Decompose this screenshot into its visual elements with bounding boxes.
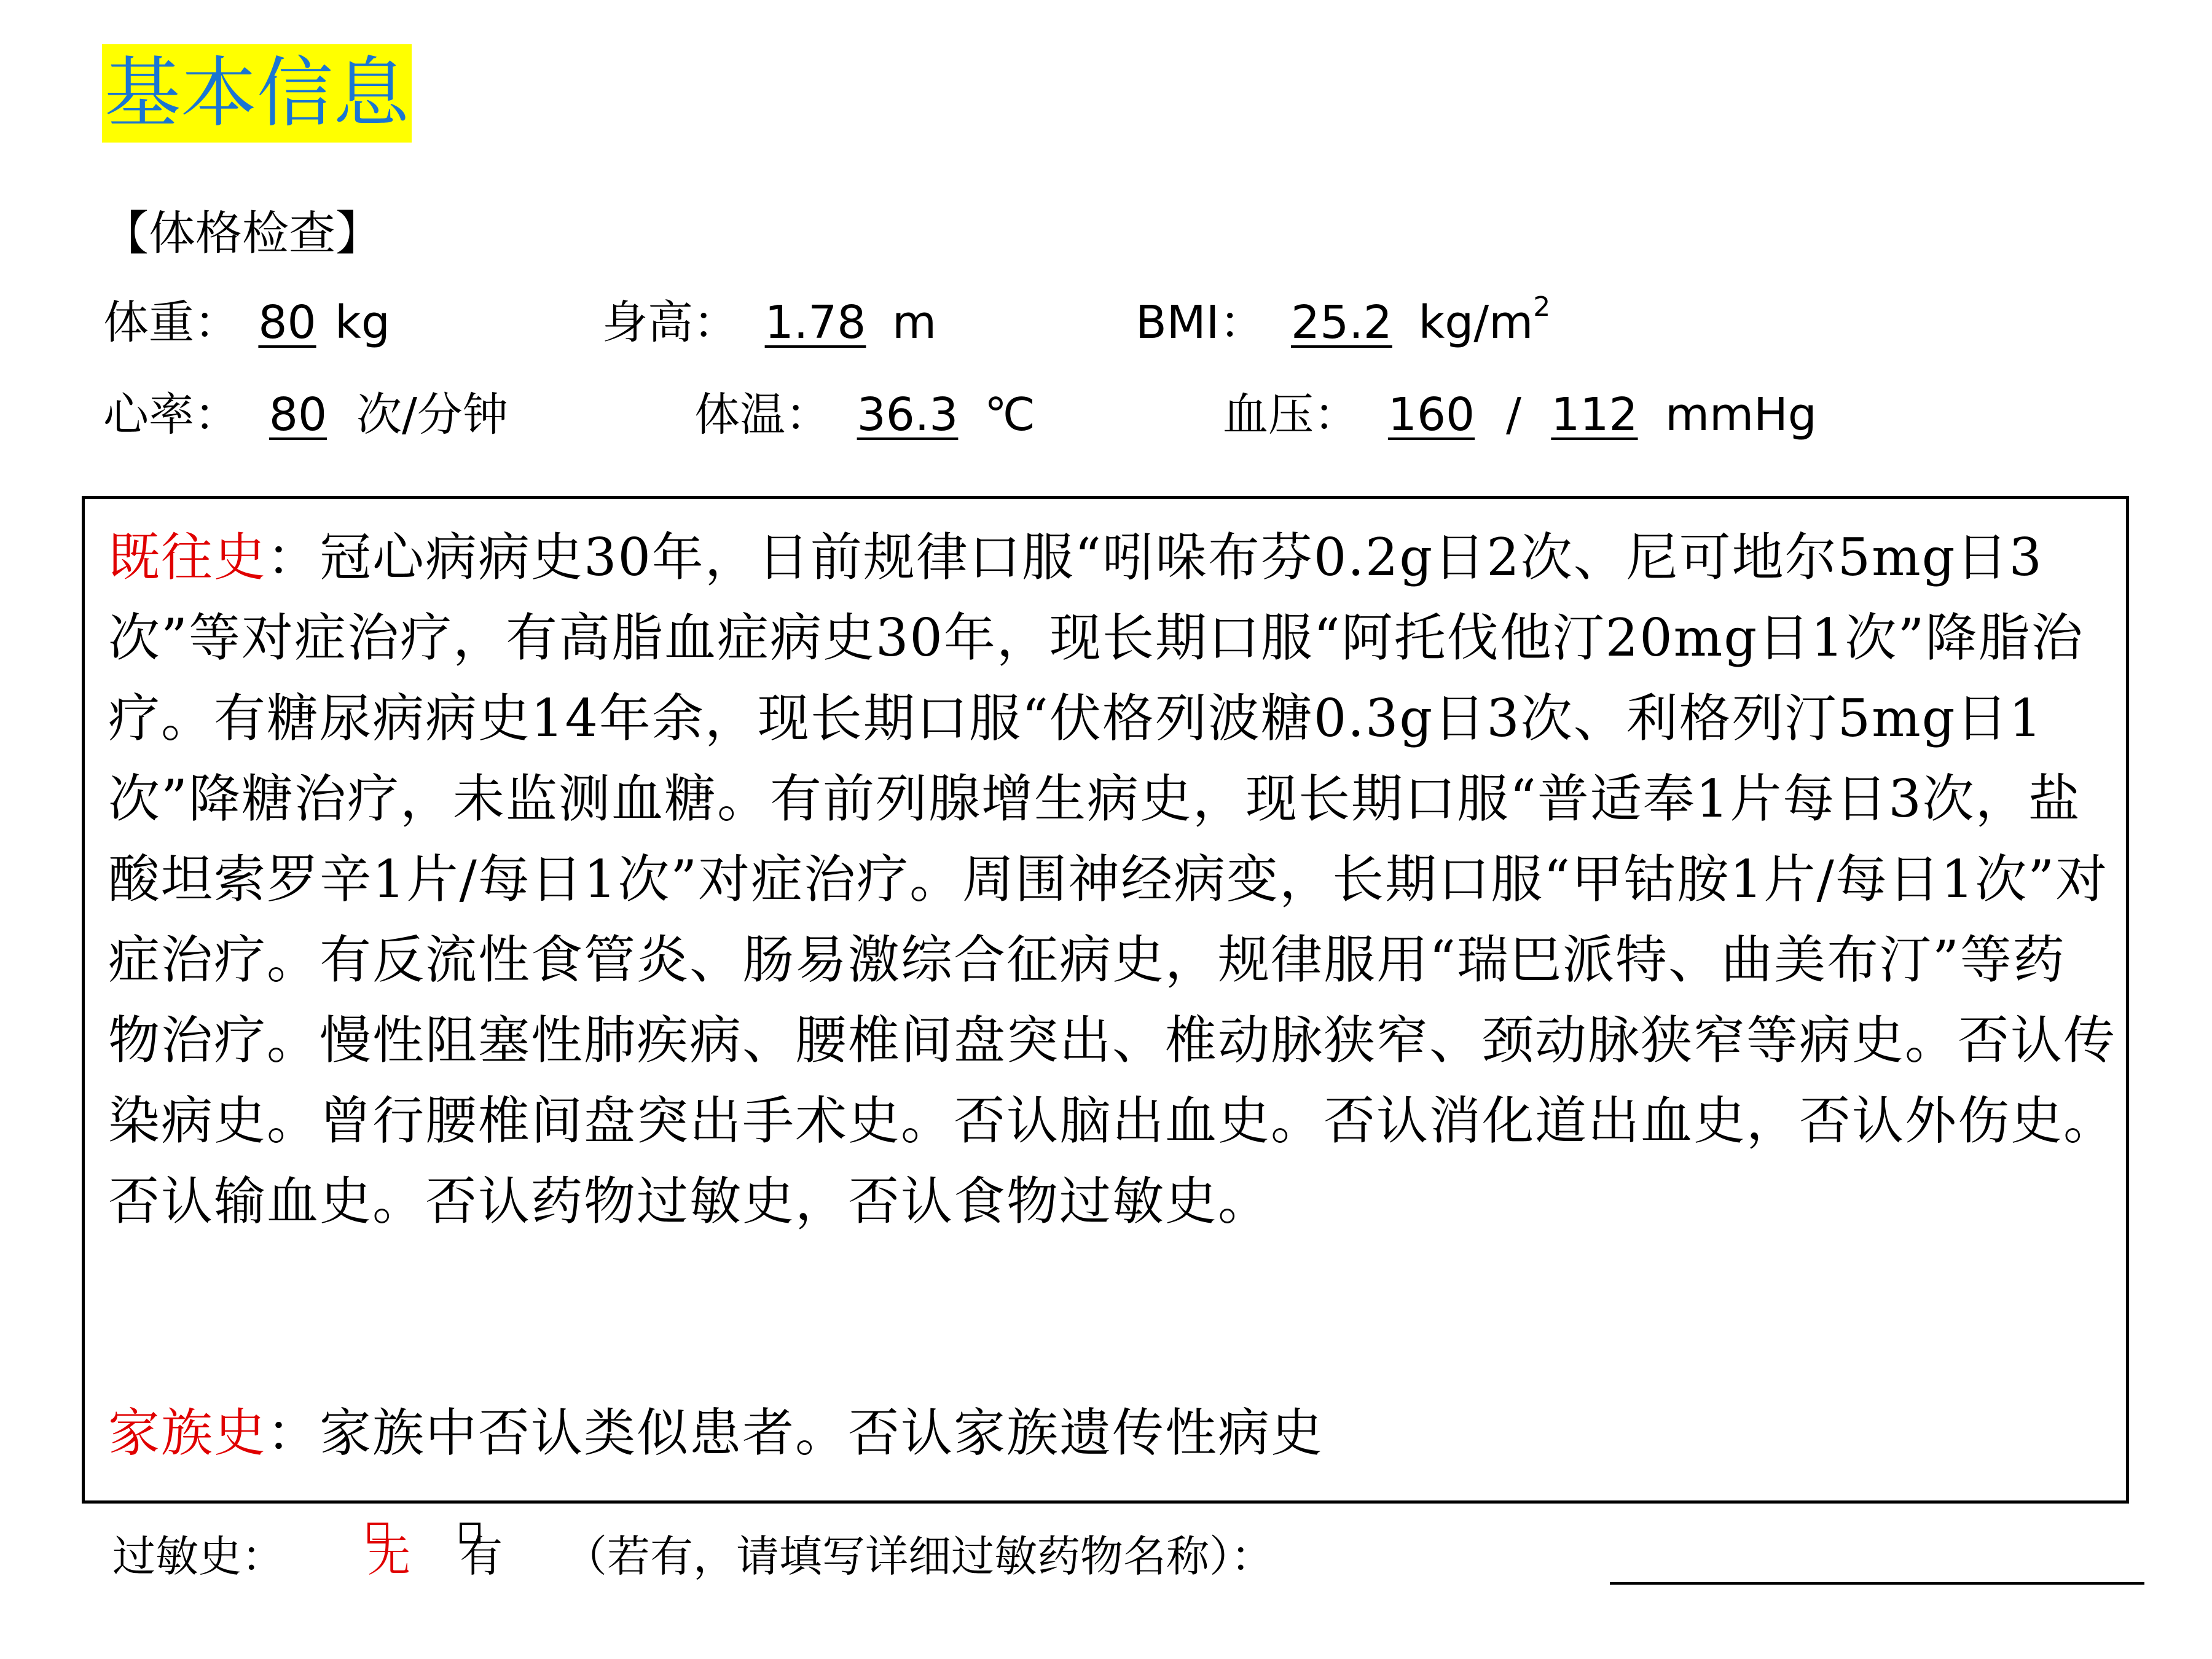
blood-pressure-label: 血压： [1223, 388, 1359, 441]
bp-separator: / [1506, 388, 1521, 441]
family-history-paragraph [108, 1393, 2148, 1473]
allergy-instruction: （若有，请填写详细过敏药物名称）： [564, 1531, 1274, 1582]
weight-field [103, 289, 390, 356]
weight-value[interactable]: 80 [258, 296, 316, 349]
past-history-paragraph [108, 517, 2117, 1242]
family-history-text: ：家族中否认类似患者。否认家族遗传性病史 [267, 1403, 1324, 1463]
height-unit: m [892, 296, 937, 349]
allergy-row: 过敏史： 无 有 （若有，请填写详细过敏药物名称）： [112, 1523, 2140, 1590]
bmi-label: BMI： [1135, 296, 1265, 349]
height-field [602, 289, 936, 356]
allergy-label: 过敏史： [112, 1531, 284, 1582]
heart-rate-value[interactable]: 80 [269, 388, 327, 441]
past-history-text: ：冠心病病史30年，日前规律口服“吲哚布芬0.2g日2次、尼可地尔5mg日3次”等对症治疗，有高脂血症病史30年，现长期口服“阿托伐他汀20mg日1次”降脂治疗。有糖尿病病史14年余，现长期口服“伏格列波糖0.3g日3次、利格列汀5mg日1次”降糖治疗，未监测血糖。有前列腺增生病史，现长期口服“普适奉1片每日3次，盐酸坦索罗辛1片/每日1次”对症治疗。周围神经病变，长期口服“甲钴胺1片/每日1次”对症治疗。有反流性食管炎、肠易激综合征病史，规律服用“瑞巴派特、曲美布汀”等药物治疗。慢性阻塞性肺疾病、腰椎间盘突出、椎动脉狭窄、颈动脉狭窄等病史。否认传染病史。曾行腰椎间盘突出手术史。否认脑出血史。否认消化道出血史，否认外伤史。否认输血史。否认药物过敏史，否认食物过敏史。 [108, 527, 2117, 1231]
bmi-unit: $kg/m^2$ [1418, 291, 1551, 349]
physical-exam-heading: 【体格检查】 [102, 206, 382, 261]
heart-rate-field [103, 381, 508, 449]
temperature-unit: ℃ [984, 388, 1036, 441]
weight-unit: kg [335, 296, 390, 349]
medical-history-box [82, 496, 2129, 1504]
bmi-field [1135, 289, 1550, 356]
diastolic-value[interactable]: 112 [1551, 388, 1638, 441]
temperature-field [694, 381, 1035, 449]
height-label: 身高： [602, 296, 739, 349]
blood-pressure-unit: mmHg [1665, 388, 1817, 441]
height-value[interactable]: 1.78 [764, 296, 866, 349]
allergy-fill-line[interactable] [1610, 1582, 2144, 1585]
weight-label: 体重： [103, 296, 240, 349]
heart-rate-unit: 次/分钟 [356, 388, 508, 441]
heart-rate-label: 心率： [103, 388, 240, 441]
page-title: 基本信息 [102, 44, 412, 143]
past-history-label: 既往史 [108, 527, 267, 587]
blood-pressure-field [1223, 381, 1817, 449]
temperature-value[interactable]: 36.3 [857, 388, 959, 441]
systolic-value[interactable]: 160 [1387, 388, 1475, 441]
family-history-label: 家族史 [108, 1403, 267, 1463]
bmi-value[interactable]: 25.2 [1291, 296, 1392, 349]
temperature-label: 体温： [694, 388, 831, 441]
